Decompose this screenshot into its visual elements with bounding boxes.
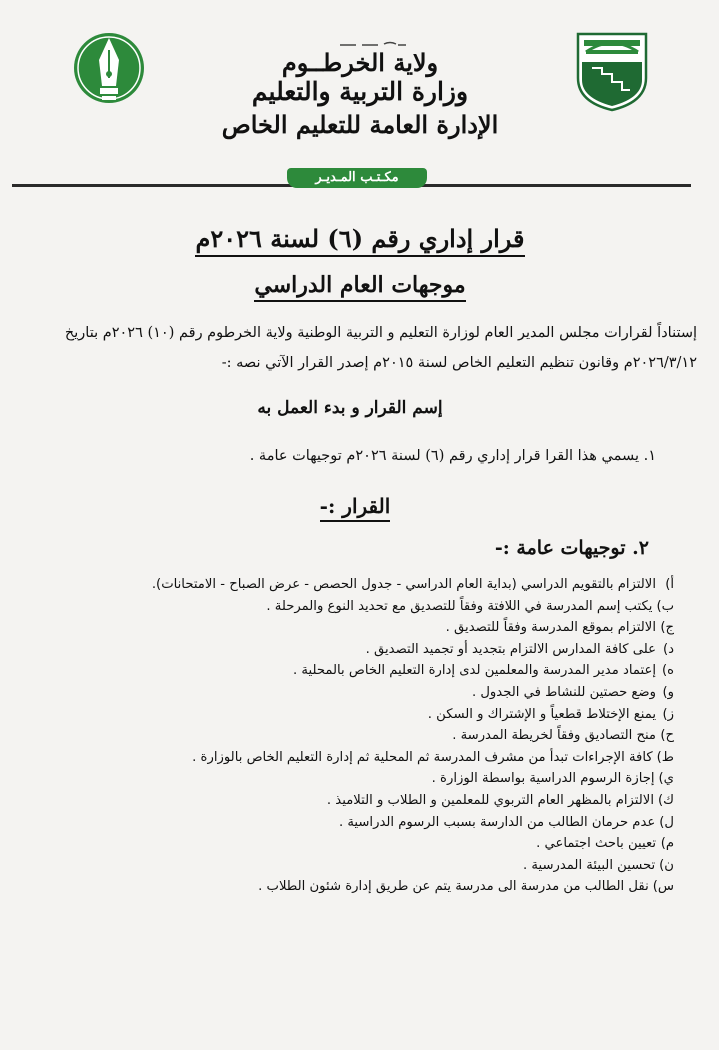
item-letter: أ) xyxy=(665,577,674,592)
list-item xyxy=(20,747,674,769)
preamble xyxy=(20,318,697,378)
list-item xyxy=(20,768,674,790)
item-text: يكتب إسم المدرسة في اللافتة وفقاً للتصديق مع تحديد النوع والمرحلة . xyxy=(266,598,653,614)
item-text: نقل الطالب من مدرسة الى مدرسة يتم عن طريق إدارة شئون الطلاب . xyxy=(258,879,649,895)
item-letter: د) xyxy=(662,641,674,657)
letterhead xyxy=(180,48,540,142)
item-text: تحسين البيئة المدرسية . xyxy=(523,857,656,873)
directives-list xyxy=(20,574,674,898)
topic-title-text: موجهات العام الدراسي xyxy=(254,272,465,302)
decision-title-text: قرار إداري رقم (٦) لسنة ٢٠٢٦م xyxy=(195,224,524,257)
decision-title xyxy=(190,224,530,253)
preamble-line: إستناداً لقرارات مجلس المدير العام لوزارة التعليم و التربية الوطنية ولاية الخرطوم رقم (١٠) ٢٠٢٦م بتاريخ xyxy=(64,325,697,341)
item-text: تعيين باحث اجتماعي . xyxy=(536,836,656,852)
list-item xyxy=(20,704,674,726)
item-letter: ز) xyxy=(662,706,674,722)
item-text: على كافة المدارس الالتزام بتجديد أو تجميد التصديق . xyxy=(365,641,656,657)
item-letter: ح) xyxy=(660,728,674,744)
item-letter: ب) xyxy=(656,598,674,614)
item-letter: ط) xyxy=(656,749,674,765)
list-item xyxy=(20,812,674,834)
item-text: الالتزام بالمظهر العام التربوي للمعلمين و الطلاب و التلاميذ . xyxy=(326,792,654,808)
item-letter: ي) xyxy=(658,771,674,787)
list-item xyxy=(20,833,674,855)
state-name: ولاية الخرطــوم xyxy=(281,48,439,77)
list-item xyxy=(20,574,674,596)
item-text: يمنع الإختلاط قطعياً و الإشتراك و السكن . xyxy=(427,706,656,722)
list-item xyxy=(20,855,674,877)
list-item xyxy=(20,639,674,661)
state-emblem-icon xyxy=(572,28,652,112)
item-text: الالتزام بموقع المدرسة وفقاً للتصديق . xyxy=(445,620,656,636)
list-item xyxy=(20,876,674,898)
item-letter: م) xyxy=(660,836,674,852)
item-letter: ه) xyxy=(661,663,674,679)
list-item xyxy=(20,790,674,812)
item-letter: و) xyxy=(662,684,674,700)
section-2-title: ٢. توجيهات عامة :- xyxy=(494,537,649,559)
item-text: وضع حصتين للنشاط في الجدول . xyxy=(471,684,656,700)
preamble-line: ٢٠٢٦/٣/١٢م وقانون تنظيم التعليم الخاص لسنة ٢٠١٥م إصدر القرار الآتي نصه :- xyxy=(221,355,697,371)
list-item xyxy=(20,617,674,639)
item-letter: ك) xyxy=(657,792,674,808)
decorative-mark xyxy=(338,40,408,48)
item-text: إعتماد مدير المدرسة والمعلمين لدى إدارة التعليم الخاص بالمحلية . xyxy=(293,663,656,679)
item-text: منح التصاديق وفقاً لخريطة المدرسة . xyxy=(452,728,656,744)
department-name: الإدارة العامة للتعليم الخاص xyxy=(221,110,499,139)
name-heading: إسم القرار و بدء العمل به xyxy=(257,398,443,418)
pen-nib-emblem-icon xyxy=(72,28,146,110)
item-letter: ج) xyxy=(660,620,674,636)
item-text: كافة الإجراءات تبدأ من مشرف المدرسة ثم المحلية ثم إدارة التعليم الخاص بالوزارة . xyxy=(192,749,653,765)
list-item xyxy=(20,682,674,704)
item-text: الالتزام بالتقويم الدراسي (بداية العام الدراسي - جدول الحصص - عرض الصباح - الامتحانات). xyxy=(151,577,656,592)
item-1: ١. يسمي هذا القرا قرار إداري رقم (٦) لسنة ٢٠٢٦م توجيهات عامة . xyxy=(249,448,656,464)
office-label: مكـتـب المـديـر xyxy=(287,168,427,188)
item-text: عدم حرمان الطالب من الدارسة بسبب الرسوم الدراسية . xyxy=(338,814,656,830)
item-letter: ن) xyxy=(659,857,674,873)
item-letter: س) xyxy=(652,879,674,895)
item-text: إجازة الرسوم الدراسية بواسطة الوزارة . xyxy=(431,771,655,787)
list-item xyxy=(20,596,674,618)
decision-heading-text: القرار :- xyxy=(320,494,391,522)
ministry-name: وزارة التربية والتعليم xyxy=(251,77,469,106)
decision-heading xyxy=(300,494,410,518)
list-item xyxy=(20,725,674,747)
list-item xyxy=(20,660,674,682)
topic-title xyxy=(220,272,500,298)
item-letter: ل) xyxy=(659,814,674,830)
